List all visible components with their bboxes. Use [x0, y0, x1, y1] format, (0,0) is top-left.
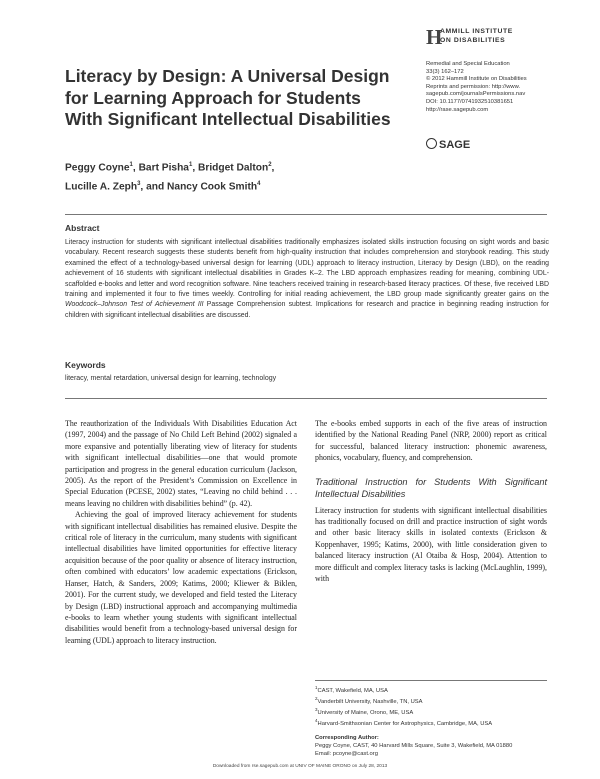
corresponding-author-heading: Corresponding Author: [315, 734, 379, 741]
hammill-logo-icon: H [426, 25, 443, 49]
logo-line-2: ON DISABILITIES [440, 36, 506, 44]
author: Bridget Dalton [198, 162, 269, 174]
divider [65, 398, 547, 399]
separator: , [132, 162, 136, 174]
separator: , and [140, 181, 165, 193]
separator: , [271, 162, 275, 174]
footnote: $^1$CAST, Wakefield, MA, USA [315, 685, 388, 694]
journal-volume: 33(3) 162–172 [426, 68, 464, 75]
paragraph: Achieving the goal of improved literacy achievement for students with significant intellectual disabilities has remained elusive. Despite the critical role of literacy in the curriculum, many students with significant intellectual disabilities have limited opportunities for effective literacy acquisition because of the poor quality or absence of literacy instruction, often combined with educators’ low academic expectations (Erickson, Hanser, Hatch, & Sanders, 2009; Katims, 2000; Kliewer & Biklen, 2001). For the current study, we developed and field tested the Literacy by Design (LBD) instructional approach and accompanying multimedia e-books to learn whether young students with significant intellectual disabilities would benefit from a technology-based universal design for learning (UDL) approach to literacy instruction. [65, 510, 297, 645]
abstract-italic: Woodcock–Johnson Test of Achievement III [65, 301, 204, 309]
section-subheading: Traditional Instruction for Students With Significant Intellectual Disabilities [315, 476, 547, 500]
footnote-divider [315, 680, 547, 681]
reprints-url[interactable]: sagepub.com/journalsPermissions.nav [426, 91, 526, 98]
body-left-column [65, 418, 297, 646]
author-list [65, 157, 365, 196]
abstract-part: Passage Comprehension subtest. Implications for research and practice in beginning reading instruction for children with significant intellectual disabilities are discussed. [65, 301, 549, 319]
footnote: $^2$Vanderbilt University, Nashville, TN, USA [315, 696, 423, 706]
corresponding-email[interactable]: Email: pcoyne@cast.org [315, 750, 378, 757]
footnote: $^4$Harvard-Smithsonian Center for Astrophysics, Cambridge, MA, USA [315, 718, 493, 728]
paragraph: Literacy instruction for students with significant intellectual disabilities has traditionally focused on drill and practice instruction of sight words and other basic literacy skills in isolated contexts (Erickson & Koppenhaver, 1995; Katims, 2000), with little consideration given to balanced literacy instruction (Al Otaiba & Hosp, 2004). Attention to more difficult and complex literacy tasks is lacking (McLaughlin, 1999), with [315, 505, 547, 584]
footnote-mark: 1 [315, 685, 318, 690]
sage-mark-icon [426, 138, 437, 149]
footnotes [315, 684, 547, 758]
affiliation-mark: 2 [268, 162, 272, 168]
download-note: Downloaded from rse.sagepub.com at UNIV OF MAINE ORONO on July 28, 2013 [212, 764, 388, 769]
author: Bart Pisha [138, 162, 189, 174]
affiliation-mark: 4 [257, 181, 261, 188]
author: Peggy Coyne [65, 162, 130, 174]
reprints: Reprints and permission: http://www. [426, 83, 521, 90]
separator: , [192, 162, 196, 174]
abstract-part: Literacy instruction for students with significant intellectual disabilities traditionally emphasizes isolated skills instruction focusing on sight words and basic vocabulary. Recent research suggests these students benefit from high-quality instruction that includes comprehension and storybook reading. This study examined the effect of a technology-based universal design for learning (UDL) approach to literacy instruction, Literacy by Design (LBD), on the reading achievement of 16 students with significant intellectual disabilities in Grades K–2. The LBD approach emphasizes reading for meaning, combining UDL-scaffolded e-books and letter and word recognition software. Nine teachers received training in research-based literacy practices. Of these, five received LBD training and implemented it four to five times weekly. Controlling for initial reading achievement, the LBD group made significantly greater gains on the [65, 239, 549, 299]
sage-logo [426, 138, 470, 151]
journal-url[interactable]: http://rase.sagepub.com [426, 106, 489, 113]
journal-name: Remedial and Special Education [426, 61, 510, 67]
abstract-text [65, 238, 549, 321]
footnote-mark: 3 [315, 707, 318, 713]
logo-line-1: AMMILL INSTITUTE [440, 28, 513, 35]
keywords-text: literacy, mental retardation, universal design for learning, technology [65, 375, 277, 382]
journal-meta [426, 61, 591, 114]
divider [65, 214, 547, 215]
paragraph: The e-books embed supports in each of the five areas of instruction identified by the National Reading Panel (NRP, 2000) report as critical for successful, balanced literacy instruction: phonemic awareness, phonics, vocabulary, fluency, and comprehension. [315, 419, 547, 463]
abstract-heading: Abstract [65, 223, 100, 233]
footnote-mark: 4 [315, 718, 318, 724]
footnote-mark: 2 [315, 696, 318, 702]
doi: DOI: 10.1177/0741932510381651 [426, 98, 514, 105]
author: Lucille A. Zeph [65, 181, 138, 193]
body-right-column [315, 418, 547, 584]
affiliation-mark: 3 [137, 181, 141, 188]
paragraph: The reauthorization of the Individuals With Disabilities Education Act (1997, 2004) and the passage of No Child Left Behind (2002) signaled a more expansive and potentially liberating view of literacy for students with significant intellectual disabilities—one that would promote participation and progress in the general education curriculum (Jackson, 2005). As the report of the President’s Commission on Excellence in Special Education (PCESE, 2002) states, “Leaving no child behind . . . means leaving no children with disabilities behind” (p. 42). [65, 419, 297, 508]
footnote: $^3$University of Maine, Orono, ME, USA [315, 707, 414, 717]
publisher-logo [426, 26, 576, 48]
article-title: Literacy by Design: A Universal Design for Learning Approach for Students With Significant Intellectual Disabilities [65, 66, 391, 129]
sage-text: SAGE [439, 139, 471, 151]
copyright: © 2012 Hammill Institute on Disabilities [426, 76, 527, 83]
affiliation-mark: 1 [129, 162, 133, 168]
author: Nancy Cook Smith [167, 181, 258, 193]
corresponding-address: Peggy Coyne, CAST, 40 Harvard Mills Square, Suite 3, Wakefield, MA 01880 [315, 742, 513, 749]
affiliation-mark: 1 [188, 162, 193, 168]
keywords-heading: Keywords [65, 360, 106, 370]
